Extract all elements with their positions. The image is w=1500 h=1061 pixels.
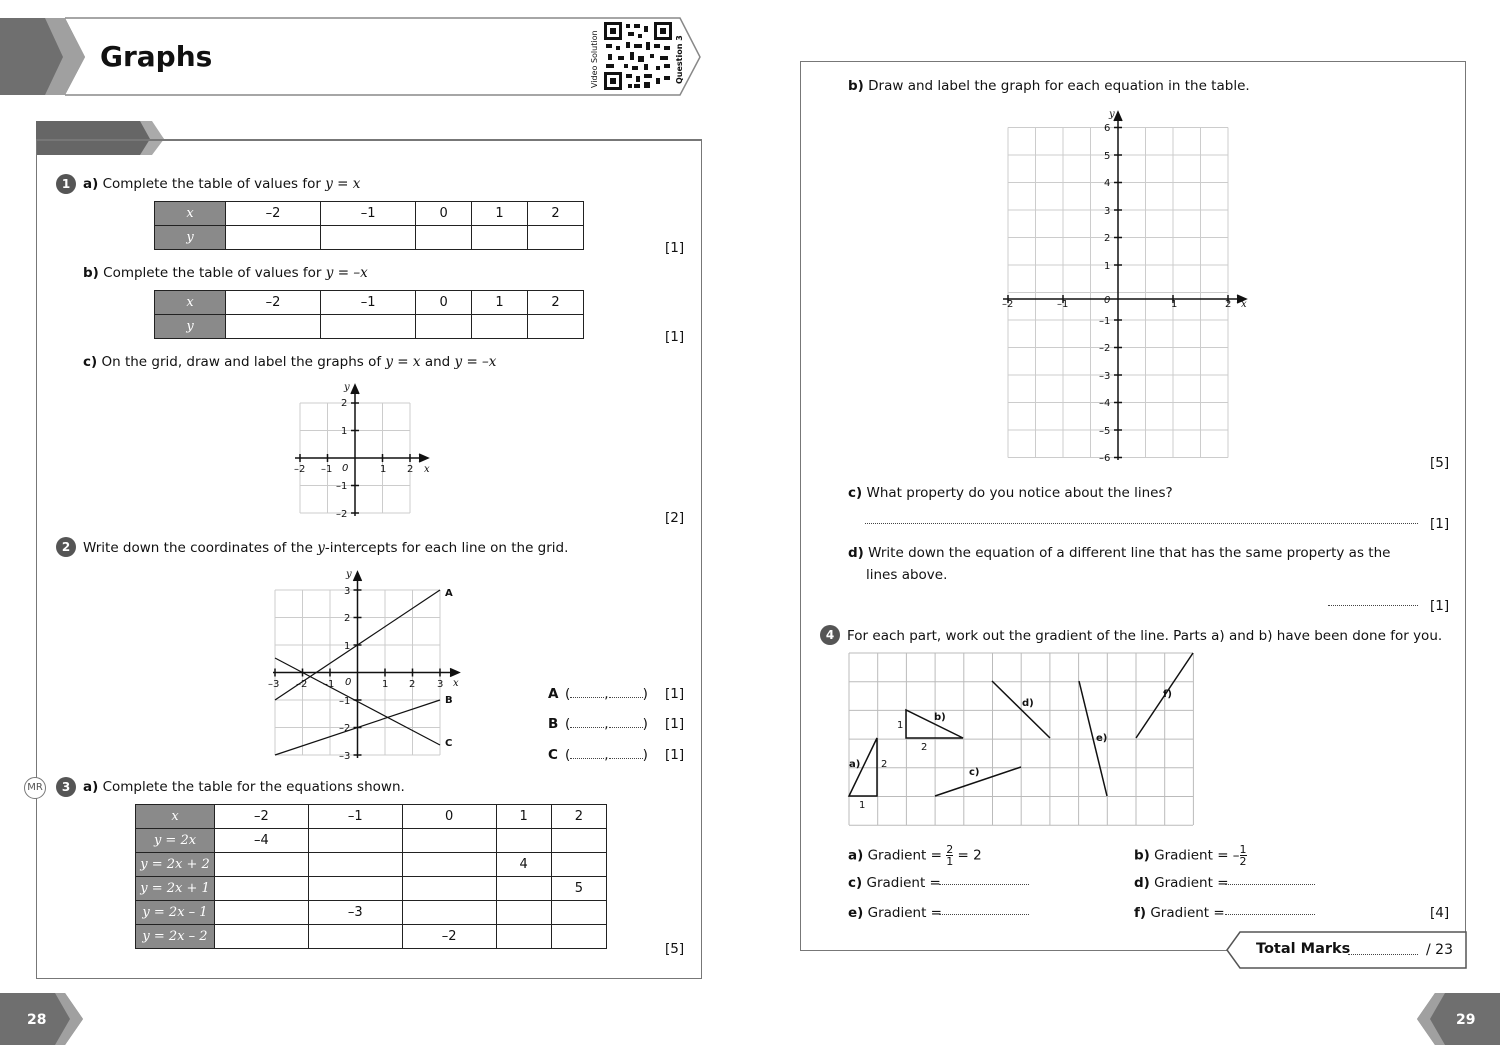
q2-grid: [265, 565, 465, 765]
tick-label: –4: [1099, 398, 1111, 409]
marks: [4]: [1430, 905, 1450, 921]
tick-label: 1: [382, 679, 389, 690]
answer-cell[interactable]: [226, 315, 321, 339]
table-header-x: x: [136, 805, 215, 829]
q1-grid[interactable]: [285, 380, 445, 520]
qr-caption-question: Question 3: [675, 35, 684, 84]
question-number: 1: [56, 174, 76, 194]
answer-cell[interactable]: [416, 226, 472, 250]
q3c-prompt: c) What property do you notice about the lines?: [848, 485, 1173, 501]
marks: [1]: [665, 240, 685, 256]
marks: [1]: [665, 747, 685, 763]
marks: [1]: [665, 329, 685, 345]
tick-label: 3: [344, 586, 351, 597]
table-cell[interactable]: –3: [308, 901, 402, 925]
table-cell[interactable]: –2: [402, 925, 496, 949]
table-cell[interactable]: [496, 901, 551, 925]
gradient-answer-e: e) Gradient =: [848, 905, 942, 921]
diagram-label-f: f): [1163, 689, 1172, 700]
tick-label: 5: [1104, 151, 1111, 162]
table-cell: 0: [402, 805, 496, 829]
tick-label: –1: [1057, 299, 1069, 310]
answer-cell[interactable]: [321, 226, 416, 250]
tick-label: 1: [344, 641, 351, 652]
tick-label: 4: [1104, 178, 1111, 189]
q3d-prompt-cont: lines above.: [866, 567, 948, 583]
marks: [1]: [665, 716, 685, 732]
table-cell: –1: [321, 202, 416, 226]
answer-cell[interactable]: [528, 226, 584, 250]
answer-line[interactable]: [939, 914, 1029, 915]
rise-label: 1: [897, 720, 904, 731]
table-row-header: y = 2x: [136, 829, 215, 853]
origin-label: 0: [345, 677, 352, 688]
line-label-a: A: [445, 588, 453, 599]
table-cell[interactable]: [551, 853, 606, 877]
answer-coord-a[interactable]: ( , ): [565, 686, 648, 702]
q3a-table: [135, 804, 607, 949]
table-cell[interactable]: [551, 925, 606, 949]
diagram-label-d: d): [1022, 698, 1034, 709]
answer-coord-c[interactable]: ( , ): [565, 747, 648, 763]
table-row-header: y = 2x – 1: [136, 901, 215, 925]
table-cell[interactable]: [496, 925, 551, 949]
tick-label: –5: [1099, 426, 1111, 437]
tick-label: –2: [294, 464, 306, 475]
gradient-answer-c: c) Gradient =: [848, 875, 941, 891]
page-number-left: 28: [27, 1012, 47, 1028]
table-cell[interactable]: [402, 877, 496, 901]
marks: [2]: [665, 510, 685, 526]
answer-cell[interactable]: [416, 315, 472, 339]
marks: [1]: [665, 686, 685, 702]
table-cell[interactable]: [308, 853, 402, 877]
table-header-x: x: [155, 291, 226, 315]
answer-line[interactable]: [1225, 914, 1315, 915]
table-header-x: x: [155, 202, 226, 226]
q4-gradient-grid: [847, 651, 1197, 827]
table-cell[interactable]: –4: [215, 829, 309, 853]
gradient-answer-f: f) Gradient =: [1134, 905, 1225, 921]
tick-label: –1: [339, 696, 351, 707]
tick-label: –1: [321, 464, 333, 475]
tick-label: 2: [1225, 299, 1232, 310]
table-cell: 1: [472, 291, 528, 315]
diagram-label-e: e): [1096, 733, 1108, 744]
q1b-table: [154, 290, 584, 339]
tick-label: –3: [268, 679, 280, 690]
table-cell[interactable]: [308, 877, 402, 901]
tick-label: 1: [1171, 299, 1178, 310]
answer-cell[interactable]: [226, 226, 321, 250]
table-cell: 0: [416, 291, 472, 315]
origin-label: 0: [342, 463, 349, 474]
tick-label: 3: [1104, 206, 1111, 217]
tick-label: 2: [409, 679, 416, 690]
axis-label-y: y: [346, 569, 352, 580]
gradient-answer-a: a) Gradient = $\frac{2}{1}$ = 2: [848, 843, 982, 868]
answer-label-a: A: [548, 686, 559, 702]
qr-caption-video: Video Solution: [590, 30, 599, 88]
axis-label-x: x: [453, 678, 459, 689]
question-number: 2: [56, 537, 76, 557]
q4-prompt: For each part, work out the gradient of the line. Parts a) and b) have been done for you.: [847, 628, 1443, 644]
table-cell[interactable]: [402, 853, 496, 877]
table-header-y: y: [155, 315, 226, 339]
tick-label: 2: [407, 464, 414, 475]
qr-code-icon[interactable]: [604, 22, 672, 90]
table-cell[interactable]: [308, 925, 402, 949]
tick-label: 1: [380, 464, 387, 475]
answer-line[interactable]: [939, 884, 1029, 885]
diagram-label-b: b): [934, 712, 946, 723]
total-marks-line[interactable]: [1348, 954, 1418, 955]
table-cell: 2: [528, 202, 584, 226]
marks: [5]: [1430, 455, 1450, 471]
table-row-header: y = 2x + 2: [136, 853, 215, 877]
origin-label: 0: [1104, 295, 1111, 306]
table-cell[interactable]: [215, 925, 309, 949]
table-cell[interactable]: [402, 901, 496, 925]
gradient-answer-d: d) Gradient =: [1134, 875, 1229, 891]
tick-label: 1: [1104, 261, 1111, 272]
table-cell[interactable]: [551, 901, 606, 925]
table-header-y: y: [155, 226, 226, 250]
line-label-b: B: [445, 695, 453, 706]
gradient-answer-b: b) Gradient = – $\frac{1}{2}$: [1134, 843, 1247, 868]
table-cell: –1: [321, 291, 416, 315]
diagram-label-c: c): [969, 767, 980, 778]
tick-label: –2: [1002, 299, 1014, 310]
tick-label: –1: [1099, 316, 1111, 327]
q3a-prompt: a) Complete the table for the equations shown.: [83, 779, 405, 795]
total-marks-label: Total Marks: [1256, 941, 1351, 957]
mr-badge: MR: [24, 777, 46, 799]
q3b-prompt: b) Draw and label the graph for each equation in the table.: [848, 78, 1250, 94]
table-cell[interactable]: [496, 829, 551, 853]
answer-label-b: B: [548, 716, 559, 732]
tick-label: 1: [341, 426, 348, 437]
answer-line[interactable]: [1328, 605, 1418, 606]
table-cell: 1: [496, 805, 551, 829]
marks: [1]: [1430, 516, 1450, 532]
table-cell: –1: [308, 805, 402, 829]
q1a-prompt: a) Complete the table of values for y = x: [83, 176, 361, 192]
tick-label: 2: [344, 613, 351, 624]
tick-label: –1: [336, 481, 348, 492]
table-cell: 2: [528, 291, 584, 315]
table-cell[interactable]: [215, 853, 309, 877]
total-marks-value: / 23: [1426, 942, 1453, 958]
tick-label: –1: [323, 679, 335, 690]
table-cell: 2: [551, 805, 606, 829]
axis-label-y: y: [1109, 109, 1115, 120]
marks: [1]: [1430, 598, 1450, 614]
table-cell: 1: [472, 202, 528, 226]
tick-label: 2: [1104, 233, 1111, 244]
answer-label-c: C: [548, 747, 558, 763]
tick-label: –2: [1099, 343, 1111, 354]
table-cell[interactable]: 5: [551, 877, 606, 901]
page-title: Graphs: [100, 40, 213, 73]
table-cell: –2: [226, 202, 321, 226]
line-label-c: C: [445, 738, 453, 749]
diagram-label-a: a): [849, 759, 861, 770]
rise-label: 2: [881, 759, 888, 770]
tick-label: 6: [1104, 123, 1111, 134]
table-row-header: y = 2x – 2: [136, 925, 215, 949]
axis-label-x: x: [1241, 299, 1247, 310]
question-number: 4: [820, 625, 840, 645]
axis-label-y: y: [344, 382, 350, 393]
answer-cell[interactable]: [321, 315, 416, 339]
table-cell[interactable]: [215, 901, 309, 925]
table-cell[interactable]: [496, 877, 551, 901]
tick-label: –2: [339, 723, 351, 734]
left-frame-top: [36, 139, 702, 141]
table-cell[interactable]: 4: [496, 853, 551, 877]
page-number-right: 29: [1456, 1012, 1476, 1028]
answer-cell[interactable]: [472, 315, 528, 339]
answer-coord-b[interactable]: ( , ): [565, 716, 648, 732]
q2-prompt: Write down the coordinates of the y-intercepts for each line on the grid.: [83, 540, 569, 556]
answer-cell[interactable]: [528, 315, 584, 339]
marks: [5]: [665, 941, 685, 957]
answer-line[interactable]: [865, 523, 1418, 524]
axis-label-x: x: [424, 464, 430, 475]
question-number: 3: [56, 777, 76, 797]
table-cell: –2: [226, 291, 321, 315]
table-cell: 0: [416, 202, 472, 226]
q1b-prompt: b) Complete the table of values for y = –x: [83, 265, 368, 281]
tick-label: –3: [1099, 371, 1111, 382]
tick-label: –2: [296, 679, 308, 690]
answer-cell[interactable]: [472, 226, 528, 250]
tick-label: –6: [1099, 453, 1111, 464]
q1a-table: [154, 201, 584, 250]
tick-label: 3: [437, 679, 444, 690]
q1c-prompt: c) On the grid, draw and label the graphs of y = x and y = –x: [83, 354, 497, 370]
run-label: 1: [859, 800, 866, 811]
table-cell[interactable]: [402, 829, 496, 853]
q3d-prompt: d) Write down the equation of a different line that has the same property as the: [848, 545, 1391, 561]
table-cell[interactable]: [308, 829, 402, 853]
tick-label: –2: [336, 509, 348, 520]
table-row-header: y = 2x + 1: [136, 877, 215, 901]
table-cell[interactable]: [215, 877, 309, 901]
run-label: 2: [921, 742, 928, 753]
tick-label: –3: [339, 751, 351, 762]
table-cell[interactable]: [551, 829, 606, 853]
q3b-grid[interactable]: [995, 103, 1255, 468]
answer-line[interactable]: [1225, 884, 1315, 885]
tick-label: 2: [341, 398, 348, 409]
table-cell: –2: [215, 805, 309, 829]
page-number-tab-right: [1410, 993, 1500, 1045]
